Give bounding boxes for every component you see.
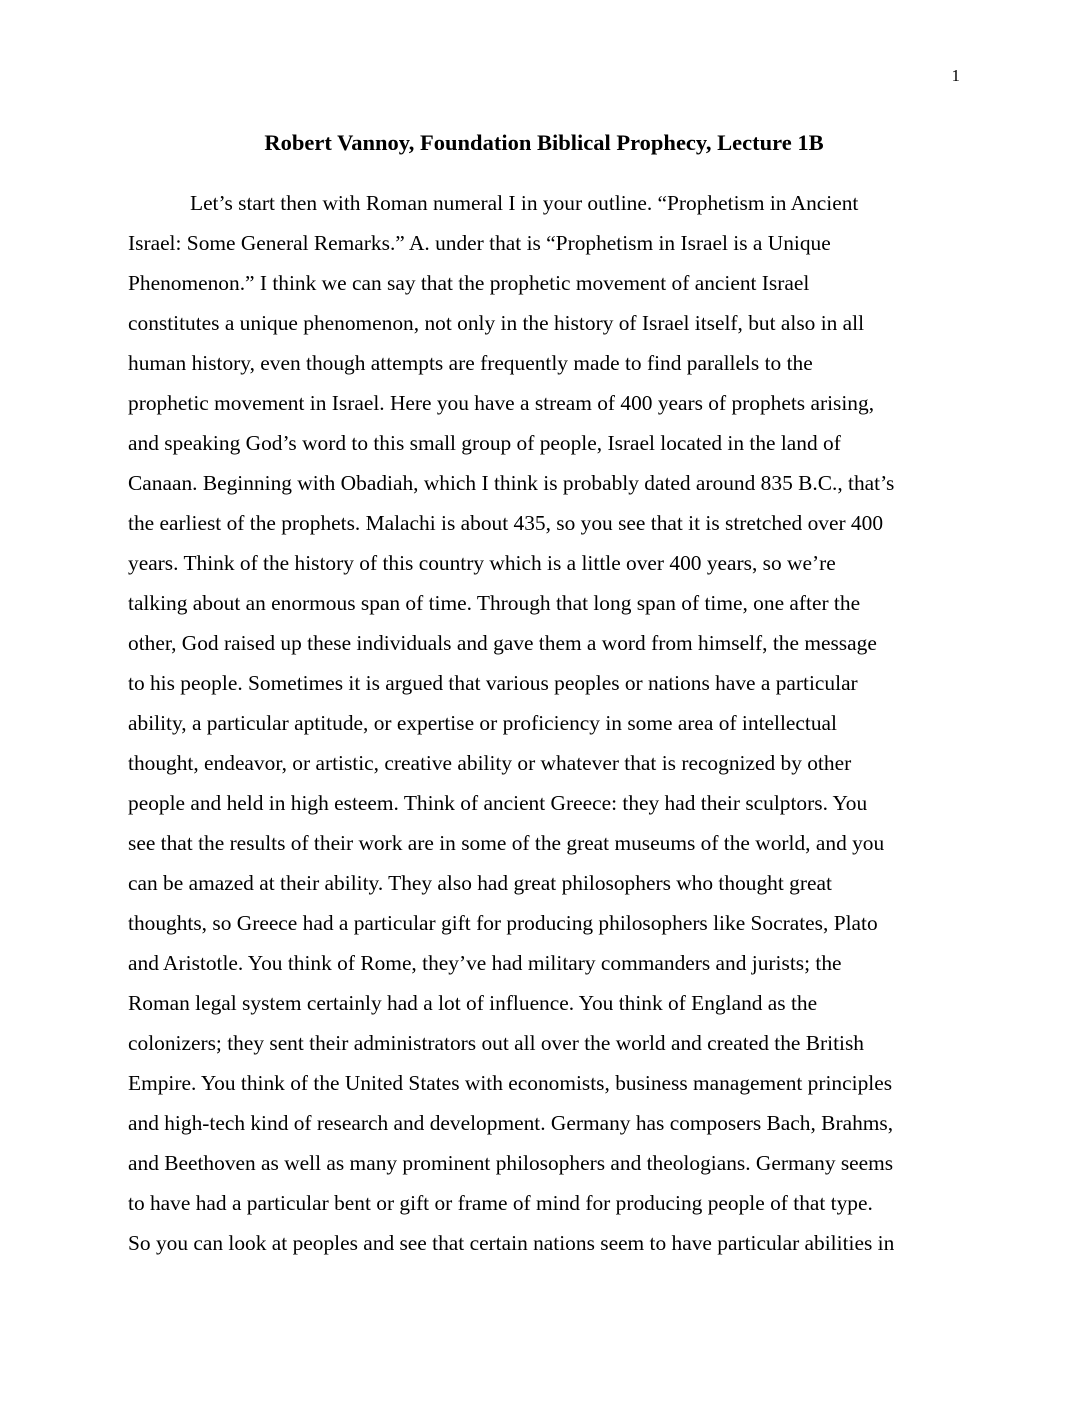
body-line: other, God raised up these individuals and gave them a word from himself, the message [128, 631, 877, 655]
body-line: Israel: Some General Remarks.” A. under that is “Prophetism in Israel is a Unique [128, 231, 831, 255]
body-line: ability, a particular aptitude, or expertise or proficiency in some area of intellectual [128, 711, 837, 735]
body-line: Phenomenon.” I think we can say that the prophetic movement of ancient Israel [128, 271, 810, 295]
body-line: talking about an enormous span of time. Through that long span of time, one after the [128, 591, 861, 615]
body-line: and Aristotle. You think of Rome, they’ve had military commanders and jurists; the [128, 951, 842, 975]
body-line: to have had a particular bent or gift or frame of mind for producing people of that type. [128, 1191, 873, 1215]
body-line: years. Think of the history of this country which is a little over 400 years, so we’re [128, 551, 836, 575]
body-line: can be amazed at their ability. They also had great philosophers who thought great [128, 871, 832, 895]
body-line: human history, even though attempts are frequently made to find parallels to the [128, 351, 813, 375]
document-title: Robert Vannoy, Foundation Biblical Prophecy, Lecture 1B [264, 130, 824, 155]
body-line: the earliest of the prophets. Malachi is about 435, so you see that it is stretched over 400 [128, 511, 884, 535]
body-line: to his people. Sometimes it is argued that various peoples or nations have a particular [128, 671, 858, 695]
body-line: and Beethoven as well as many prominent philosophers and theologians. Germany seems [128, 1151, 894, 1175]
body-line: So you can look at peoples and see that certain nations seem to have particular abilities in [128, 1231, 895, 1255]
body-line: see that the results of their work are in some of the great museums of the world, and you [128, 831, 885, 855]
body-line: Roman legal system certainly had a lot of influence. You think of England as the [128, 991, 818, 1015]
body-line: and speaking God’s word to this small group of people, Israel located in the land of [128, 431, 841, 455]
lecture-body [128, 183, 958, 1263]
body-line: prophetic movement in Israel. Here you have a stream of 400 years of prophets arising, [128, 391, 875, 415]
body-line: thought, endeavor, or artistic, creative ability or whatever that is recognized by other [128, 751, 852, 775]
body-line: Canaan. Beginning with Obadiah, which I think is probably dated around 835 B.C., that’s [128, 471, 895, 495]
body-line: thoughts, so Greece had a particular gift for producing philosophers like Socrates, Plato [128, 911, 878, 935]
body-line: and high-tech kind of research and development. Germany has composers Bach, Brahms, [128, 1111, 894, 1135]
body-line: constitutes a unique phenomenon, not only in the history of Israel itself, but also in all [128, 311, 865, 335]
page-number: 1 [951, 66, 960, 85]
body-line: people and held in high esteem. Think of ancient Greece: they had their sculptors. You [128, 791, 868, 815]
body-line: Empire. You think of the United States with economists, business management principles [128, 1071, 893, 1095]
body-line: colonizers; they sent their administrators out all over the world and created the British [128, 1031, 864, 1055]
body-line: Let’s start then with Roman numeral I in your outline. “Prophetism in Ancient [190, 191, 859, 215]
